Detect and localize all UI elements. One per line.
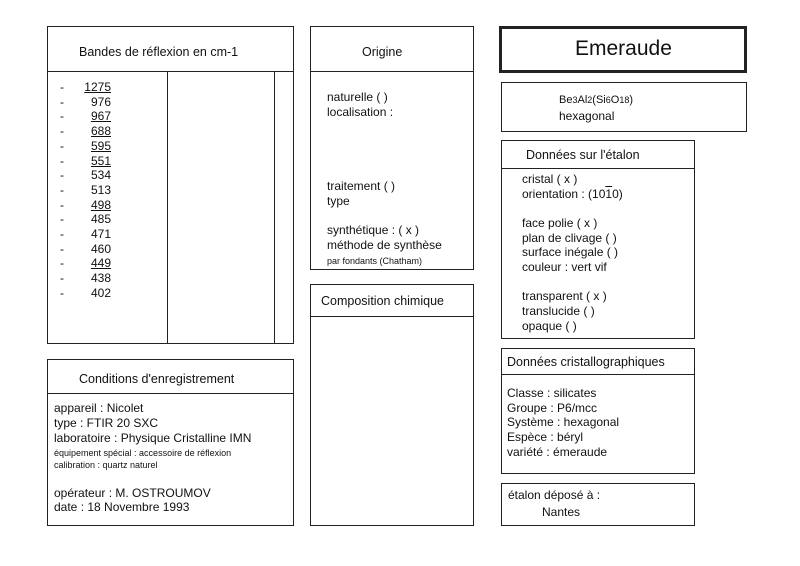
cristallo-title: Données cristallographiques [507,355,665,369]
band-row [48,183,167,197]
etalon-header [502,141,694,169]
bandes-title: Bandes de réflexion en cm-1 [79,45,239,59]
synthetique-text: synthétique : ( x ) [327,223,420,237]
laboratoire-text: laboratoire : Physique Cristalline IMN [54,431,252,445]
band-value: 534 [90,168,111,183]
band-dash: - [60,256,64,271]
band-dash: - [60,227,64,241]
groupe-text: Groupe : P6/mcc [507,401,598,415]
band-row [48,286,167,300]
localisation-text: localisation : [327,105,394,119]
band-row [48,80,167,94]
band-value: 595 [90,138,111,153]
band-dash: - [60,197,64,212]
band-dash: - [60,271,64,286]
depot-panel [501,483,695,526]
calibration-text: calibration : quartz naturel [54,460,158,470]
band-dash: - [60,124,64,139]
bandes-panel [47,26,294,344]
translucide-text: translucide ( ) [522,304,595,318]
mineral-name: Emeraude [575,37,672,60]
band-value: 460 [90,241,111,256]
variete-text: variété : émeraude [507,445,608,459]
transparent-text: transparent ( x ) [522,289,607,303]
band-dash: - [60,212,64,227]
band-dash: - [60,109,64,124]
origine-panel [310,26,474,270]
espece-text: Espèce : béryl [507,430,584,444]
etalon-panel [501,140,695,339]
orientation-text: orientation : (1010) [522,187,623,201]
cristal-text: cristal ( x ) [522,172,578,186]
band-dash: - [60,80,64,94]
equipement-text: équipement spécial : accessoire de réflexion [54,448,232,458]
band-value: 513 [90,182,111,197]
origine-header [311,27,473,72]
band-value: 485 [90,212,111,227]
band-dash: - [60,138,64,153]
bandes-header [48,27,293,72]
depot-lieu: Nantes [542,505,581,519]
operateur-text: opérateur : M. OSTROUMOV [54,486,211,500]
band-row [48,256,167,270]
band-dash: - [60,94,64,109]
band-value: 402 [90,285,111,300]
band-value: 471 [90,227,111,241]
band-row [48,242,167,256]
plan-clivage-text: plan de clivage ( ) [522,231,617,245]
origine-title: Origine [362,45,403,59]
cristallo-panel [501,348,695,474]
mineral-name-box [499,26,747,73]
surface-text: surface inégale ( ) [522,245,619,259]
crystal-system-text: hexagonal [559,109,615,123]
formula-text: Be3Al2(Si6O18) [559,94,633,106]
cristallo-header [502,349,694,375]
conditions-title: Conditions d'enregistrement [79,372,235,386]
par-fondants-text: par fondants (Chatham) [327,256,423,266]
type-text: type : FTIR 20 SXC [54,416,159,430]
band-dash: - [60,182,64,197]
etalon-title: Données sur l'étalon [526,148,640,162]
band-row [48,168,167,182]
traitement-text: traitement ( ) [327,179,396,193]
band-row [48,227,167,241]
face-polie-text: face polie ( x ) [522,216,598,230]
conditions-header [48,360,293,394]
band-row [48,198,167,212]
band-dash: - [60,241,64,256]
composition-header [311,285,473,317]
classe-text: Classe : silicates [507,386,597,400]
band-value: 976 [90,94,111,109]
band-dash: - [60,153,64,168]
band-value: 551 [90,153,111,168]
band-value: 1275 [84,80,111,94]
band-row [48,271,167,285]
date-text: date : 18 Novembre 1993 [54,500,190,514]
couleur-text: couleur : vert vif [522,260,607,274]
band-row [48,139,167,153]
band-row [48,212,167,226]
band-row [48,95,167,109]
band-dash: - [60,285,64,300]
methode-text: méthode de synthèse [327,238,442,252]
composition-title: Composition chimique [321,294,444,308]
column-divider [167,72,168,343]
type-origine-text: type [327,194,350,208]
naturelle-text: naturelle ( ) [327,90,388,104]
composition-panel [310,284,474,526]
opaque-text: opaque ( ) [522,319,577,333]
formula-box [501,82,747,132]
depot-label: étalon déposé à : [508,488,601,502]
appareil-text: appareil : Nicolet [54,401,144,415]
band-row [48,124,167,138]
band-row [48,109,167,123]
column-divider [274,72,275,343]
band-row [48,154,167,168]
band-value: 449 [90,256,111,271]
systeme-text: Système : hexagonal [507,415,620,429]
band-value: 688 [90,124,111,139]
band-value: 967 [90,109,111,124]
conditions-panel [47,359,294,526]
band-dash: - [60,168,64,183]
band-value: 498 [90,197,111,212]
band-value: 438 [90,271,111,286]
